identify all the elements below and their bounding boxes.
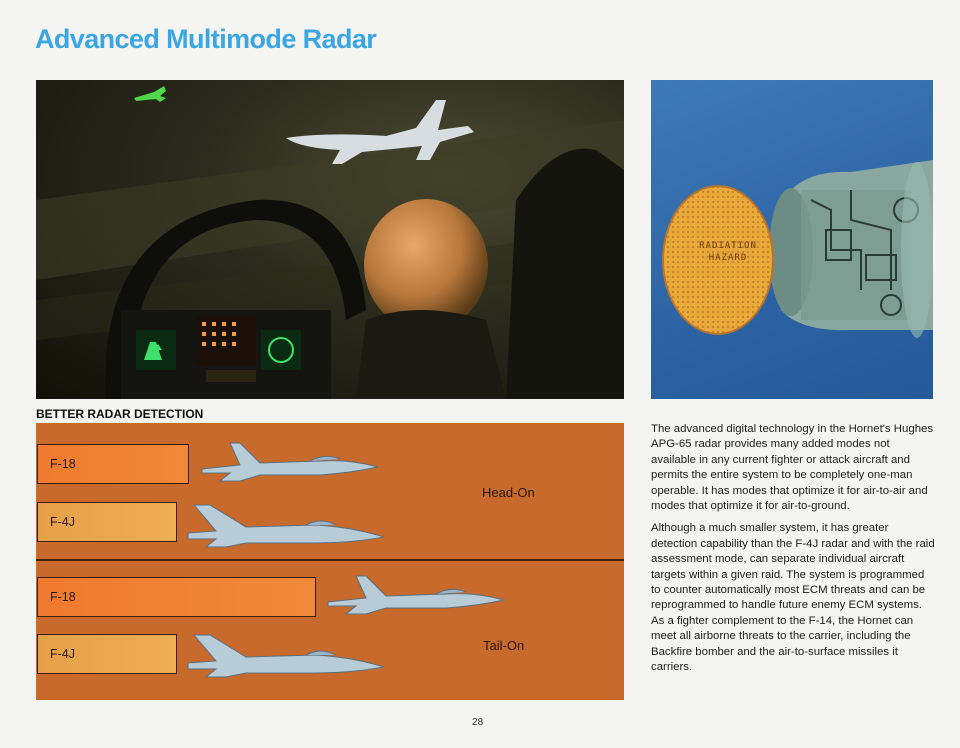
page-number: 28 [472,717,484,728]
paragraph: Although a much smaller system, it has greater detection capability than the F-4J radar and with the raid assessment mode, can separate individual aircraft targets within a given raid. The system is programmed to counter automatically most ECM threats and can be reprogrammed to handle future enemy ECM systems. As a fighter complement to the F-14, the Hornet can meet all airborne threats to the carrier, including the Backfire bomber and the air-to-surface missiles it carriers. [651,522,935,674]
head-on-label: Head-On [482,485,535,500]
head-on-f18-bar [37,444,189,484]
figure-heading: BETTER RADAR DETECTION [36,407,204,421]
tail-on-f4j-bar [37,634,177,674]
body-text [651,422,936,683]
radiation-hazard-stencil: RADIATION HAZARD [699,241,757,263]
f18-jet-icon [200,441,380,483]
f4j-jet-icon [186,633,386,679]
bar-label: F-18 [50,590,76,604]
bar-label: F-4J [50,515,75,529]
tail-on-label: Tail-On [483,638,525,653]
f18-jet-icon [326,574,506,616]
page-title: Advanced Multimode Radar [35,24,377,54]
bar-label: F-4J [50,647,75,661]
chart-divider [36,559,624,561]
radar-detection-chart [36,423,624,700]
head-on-f4j-bar [37,502,177,542]
radar-antenna-photo [651,80,933,399]
paragraph: The advanced digital technology in the Hornet's Hughes APG-65 radar provides many added modes not available in any current fighter or attack aircraft and permits the entire system to be completely one-man operable. It has modes that optimize it for air-to-air and modes that optimize it for air-to-ground. [651,423,934,513]
f4j-jet-icon [186,503,386,549]
bar-label: F-18 [50,457,76,471]
tail-on-f18-bar [37,577,316,617]
cockpit-photo [36,80,624,399]
